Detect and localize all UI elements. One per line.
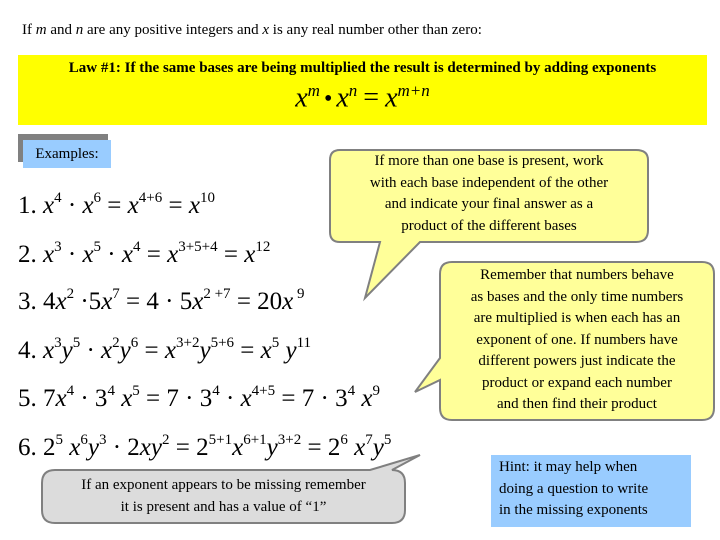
- intro-text: If m and n are any positive integers and x is any real number other than zero:: [22, 22, 482, 38]
- example-1: 1. $x^4 \cdot x^6 = x^{4+6} = x^{10}$: [18, 190, 215, 219]
- example-4: 4. $x^3y^5 \cdot x^2y^6 = x^{3+2}y^{5+6} = x^5$ $y^{11}$: [18, 335, 312, 364]
- example-3: 3. $4x^2 \cdot 5x^7 = 4 \cdot 5x^{2 +7} = 20x$ $^9$: [18, 286, 305, 315]
- law-statement: Law #1: If the same bases are being multiplied the result is determined by adding exponents: [68, 60, 657, 76]
- example-2: 2. $x^3 \cdot x^5 \cdot x^4 = x^{3+5+4} = x^{12}$: [18, 239, 271, 268]
- callout-missing-text: If an exponent appears to be missing remember it is present and has a value of “1”: [81, 477, 366, 515]
- example-6: 6. $2^5$ $x^6y^3 \cdot 2xy^2 = 2^{5+1}x^{6+1}y^{3+2} = 2^6$ $x^7y^5$: [18, 432, 392, 461]
- example-5: 5. $7x^4 \cdot 3^4$ $x^5 = 7 \cdot 3^4 \cdot x^{4+5} = 7 \cdot 3^4$ $x^9$: [18, 383, 380, 412]
- hint-box: Hint: it may help when doing a question to write in the missing exponents: [491, 455, 691, 527]
- examples-label: Examples:: [23, 140, 111, 168]
- callout-numbers-text: Remember that numbers behave as bases and the only time numbers are multiplied is when each has an exponent of one. If numbers have different powers just indicate the product or expand each number and then find their product: [470, 267, 684, 412]
- law-formula: $x^m$ • $x^n = x^{m+n}$: [295, 81, 430, 114]
- callout-multiple-bases-text: If more than one base is present, work with each base independent of the other and indicate your final answer as a product of the different bases: [369, 153, 609, 234]
